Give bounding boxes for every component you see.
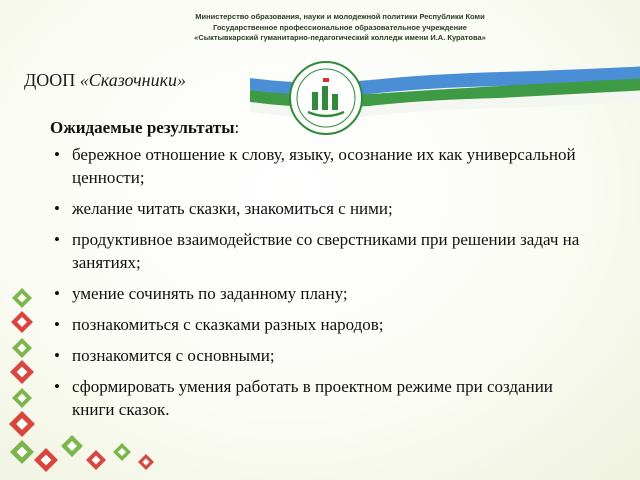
ornament-diamond-inner: [67, 441, 77, 451]
ornament-diamond: [34, 448, 58, 472]
ornament-diamond-inner: [18, 344, 27, 353]
ornament-diamond: [11, 311, 33, 333]
ornament-diamond-inner: [92, 456, 101, 465]
list-item: • продуктивное взаимодействие со сверстниками при решении задач на занятиях;: [50, 228, 590, 274]
ornament-diamond: [9, 411, 35, 437]
ornament-diamond: [61, 435, 83, 457]
page-title: [24, 70, 186, 91]
title-program-name: «Сказочники»: [79, 70, 187, 90]
ornament-diamond-inner: [118, 448, 126, 456]
list-item: • бережное отношение к слову, языку, осознание их как универсальной ценности;: [50, 143, 590, 189]
results-heading-text: Ожидаемые результаты: [50, 118, 235, 137]
ornament-diamond: [10, 440, 34, 464]
ornament-diamond-inner: [17, 367, 28, 378]
list-item: • желание читать сказки, знакомиться с ними;: [50, 197, 590, 220]
ornament-diamond: [86, 450, 106, 470]
header-line-college-name: «Сыктывкарский гуманитарно-педагогический колледж имени И.А. Куратова»: [194, 33, 486, 42]
header-line-ministry: Министерство образования, науки и молодежной политики Республики Коми: [195, 12, 485, 21]
institution-header: [140, 12, 540, 44]
ornament-diamond-inner: [18, 294, 27, 303]
ornament-diamond: [12, 338, 32, 358]
results-list: [50, 143, 590, 421]
ornament-diamond-inner: [16, 418, 28, 430]
results-heading-colon: :: [234, 118, 240, 137]
list-item: • умение сочинять по заданному плану;: [50, 282, 590, 305]
ornament-diamond-inner: [17, 447, 28, 458]
list-item: • познакомиться с сказками разных народов;: [50, 313, 590, 336]
ornament-diamond: [138, 454, 154, 470]
ornament-diamond-inner: [17, 317, 27, 327]
ornament-diamond: [12, 288, 32, 308]
header-line-institution-type: Государственное профессиональное образовательное учреждение: [213, 22, 467, 32]
results-heading: [50, 117, 590, 139]
ornament-diamond: [10, 360, 34, 384]
ornament-diamond: [113, 443, 131, 461]
expected-results-section: [50, 117, 590, 429]
ornament-diamond-inner: [142, 458, 149, 465]
list-item: • познакомится с основными;: [50, 344, 590, 367]
ornament-diamond-inner: [18, 394, 27, 403]
list-item: • сформировать умения работать в проектном режиме при создании книги сказок.: [50, 375, 590, 421]
ornament-diamond: [12, 388, 32, 408]
title-prefix: ДООП: [24, 70, 80, 90]
ornament-diamond-inner: [41, 455, 52, 466]
